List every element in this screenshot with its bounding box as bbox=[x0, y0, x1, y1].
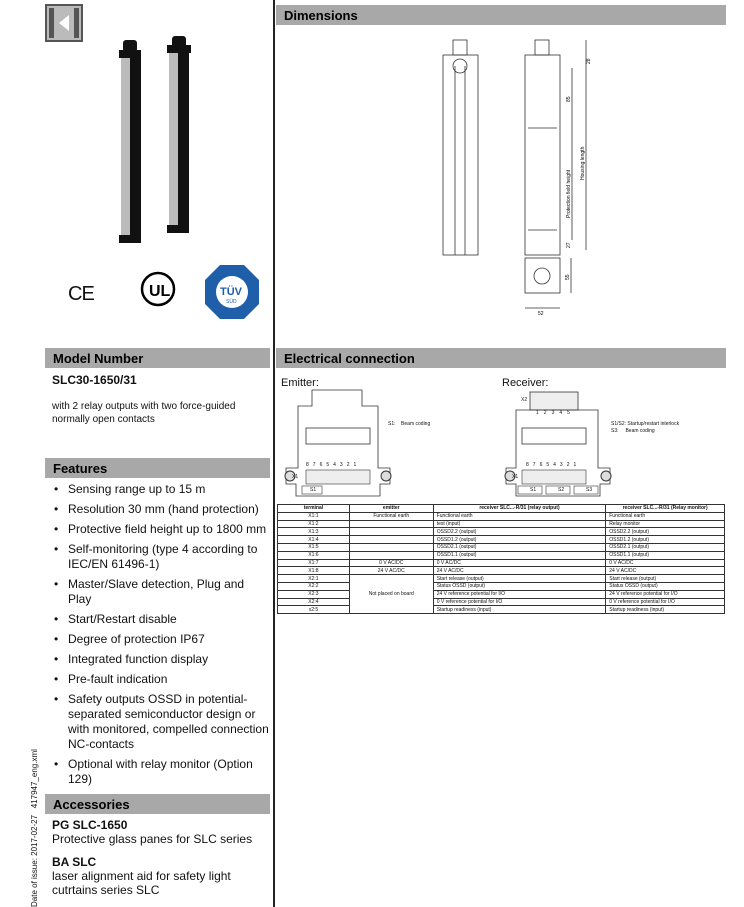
electrical-connection-header: Electrical connection bbox=[276, 348, 726, 368]
feature-item: • Safety outputs OSSD in potential-separated semiconductor design or with monitored, compelled connection NC-contacts bbox=[52, 692, 270, 752]
feature-item: • Degree of protection IP67 bbox=[52, 632, 270, 647]
dim-28: 28 bbox=[586, 58, 592, 64]
receiver-x2-label: X2 bbox=[521, 397, 528, 403]
emitter-cell bbox=[349, 528, 433, 536]
light-curtain-emitter bbox=[119, 40, 141, 243]
emitter-cell: Functional earth bbox=[349, 512, 433, 520]
pin: 2 bbox=[566, 462, 570, 468]
relay-monitor-cell: Functional earth bbox=[606, 512, 725, 520]
table-row bbox=[278, 559, 725, 567]
relay-monitor-cell: OSSD1.1 (output) bbox=[606, 551, 725, 559]
model-number: SLC30-1650/31 bbox=[52, 373, 137, 387]
emitter-note: S1: Beam coding bbox=[388, 421, 431, 427]
accessory-description: laser alignment aid for safety light cutrtains series SLC bbox=[52, 869, 231, 897]
emitter-s1-label: S1 bbox=[310, 487, 317, 493]
accessory-name: BA SLC bbox=[52, 855, 97, 869]
receiver-note-1: S1/S2: Startup/restart interlock bbox=[611, 421, 680, 427]
receiver-s1-label: S1 bbox=[530, 487, 537, 493]
pin: 2 bbox=[346, 462, 350, 468]
relay-monitor-cell: Relay monitor bbox=[606, 520, 725, 528]
header-terminal: terminal bbox=[278, 505, 350, 513]
feature-item: • Integrated function display bbox=[52, 652, 270, 667]
accessory-description: Protective glass panes for SLC series bbox=[52, 832, 253, 846]
relay-monitor-cell: OSSD2.2 (output) bbox=[606, 528, 725, 536]
terminal-cell: X2:2 bbox=[278, 582, 350, 590]
feature-item: • Start/Restart disable bbox=[52, 612, 270, 627]
emitter-connector-diagram bbox=[278, 388, 398, 500]
dim-55: 55 bbox=[565, 274, 571, 280]
relay-output-cell: Start release (output) bbox=[433, 575, 606, 583]
receiver-connector-diagram bbox=[498, 388, 622, 500]
emitter-cell bbox=[349, 520, 433, 528]
emitter-x1-label: X1 bbox=[292, 474, 299, 480]
relay-monitor-cell: Status OSSD (output) bbox=[606, 582, 725, 590]
emitter-label: Emitter: bbox=[281, 377, 319, 389]
relay-output-cell: OSSD1.1 (output) bbox=[433, 551, 606, 559]
relay-monitor-cell: OSSD2.1 (output) bbox=[606, 543, 725, 551]
feature-item: • Sensing range up to 15 m bbox=[52, 482, 270, 497]
svg-text:TÜV: TÜV bbox=[220, 286, 242, 298]
terminal-cell: X1:5 bbox=[278, 543, 350, 551]
pin: 6 bbox=[319, 462, 323, 468]
header-receiver-relay-output: receiver SLC...-R/31 (relay output) bbox=[433, 505, 606, 513]
pin: 8 bbox=[306, 462, 309, 468]
feature-item: • Resolution 30 mm (hand protection) bbox=[52, 502, 270, 517]
receiver-x2-pins bbox=[536, 410, 570, 416]
table-row bbox=[278, 520, 725, 528]
header-receiver-relay-monitor: receiver SLC...-R/31 (Relay monitor) bbox=[606, 505, 725, 513]
dim-52: 52 bbox=[538, 311, 544, 317]
relay-monitor-cell: Start release (output) bbox=[606, 575, 725, 583]
housing-length-label: Housing length bbox=[580, 146, 586, 180]
emitter-cell: 24 V AC/DC bbox=[349, 567, 433, 575]
ce-mark: CE bbox=[68, 283, 94, 305]
terminal-cell: X2:4 bbox=[278, 598, 350, 606]
accessories-header: Accessories bbox=[45, 794, 270, 814]
relay-monitor-cell: 0 V AC/DC bbox=[606, 559, 725, 567]
receiver-label: Receiver: bbox=[502, 377, 549, 389]
receiver-s3-label: S3 bbox=[586, 487, 593, 493]
features-list bbox=[52, 482, 270, 792]
receiver-s2-label: S2 bbox=[558, 487, 565, 493]
header-emitter: emitter bbox=[349, 505, 433, 513]
terminal-cell: X2:3 bbox=[278, 590, 350, 598]
receiver-x1-pins bbox=[526, 462, 576, 468]
relay-output-cell: 24 V AC/DC bbox=[433, 567, 606, 575]
dim-85: 85 bbox=[566, 96, 572, 102]
table-header-row bbox=[278, 505, 725, 513]
pin: 1 bbox=[573, 462, 577, 468]
back-button[interactable] bbox=[45, 4, 83, 42]
relay-output-cell: Startup readiness (input) bbox=[433, 606, 606, 614]
pin: 4 bbox=[559, 410, 563, 416]
table-row bbox=[278, 551, 725, 559]
svg-text:SÜD: SÜD bbox=[226, 299, 237, 305]
terminal-cell: X1:4 bbox=[278, 536, 350, 544]
pin: 2 bbox=[543, 410, 547, 416]
features-header: Features bbox=[45, 458, 270, 478]
feature-item: • Self-monitoring (type 4 according to IEC/EN 61496-1) bbox=[52, 542, 270, 572]
relay-output-cell: Status OSSD (output) bbox=[433, 582, 606, 590]
relay-monitor-cell: 24 V reference potential for I/O bbox=[606, 590, 725, 598]
model-number-header: Model Number bbox=[45, 348, 270, 368]
triangle-left-icon bbox=[47, 6, 81, 40]
pin: 7 bbox=[532, 462, 536, 468]
feature-item: • Master/Slave detection, Plug and Play bbox=[52, 577, 270, 607]
table-row bbox=[278, 575, 725, 583]
table-row bbox=[278, 606, 725, 614]
terminal-cell: X1:7 bbox=[278, 559, 350, 567]
terminal-cell: X1:6 bbox=[278, 551, 350, 559]
terminal-table bbox=[277, 504, 725, 614]
pin: 5 bbox=[326, 462, 330, 468]
feature-item: • Pre-fault indication bbox=[52, 672, 270, 687]
relay-monitor-cell: OSSD1.2 (output) bbox=[606, 536, 725, 544]
table-row bbox=[278, 582, 725, 590]
column-divider bbox=[273, 0, 275, 907]
pin: 4 bbox=[333, 462, 336, 468]
relay-output-cell: 24 V reference potential for I/O bbox=[433, 590, 606, 598]
light-curtain-receiver bbox=[167, 36, 191, 233]
receiver-note-2: S3: Beam coding bbox=[611, 428, 655, 434]
dim-27: 27 bbox=[566, 242, 572, 248]
receiver-x1-label: X1 bbox=[512, 474, 519, 480]
table-row bbox=[278, 567, 725, 575]
protection-field-label: Protection field height bbox=[566, 169, 572, 218]
terminal-cell: X1:1 bbox=[278, 512, 350, 520]
dimensions-header: Dimensions bbox=[276, 5, 726, 25]
accessory-item bbox=[52, 855, 270, 897]
svg-text:UL: UL bbox=[149, 283, 171, 300]
relay-output-cell: OSSD1.2 (output) bbox=[433, 536, 606, 544]
accessory-item bbox=[52, 818, 270, 846]
terminal-cell: X2:1 bbox=[278, 575, 350, 583]
table-row bbox=[278, 590, 725, 598]
feature-item: • Optional with relay monitor (Option 129) bbox=[52, 757, 270, 787]
pin: 1 bbox=[536, 410, 539, 416]
terminal-cell: X1:8 bbox=[278, 567, 350, 575]
feature-item: • Protective field height up to 1800 mm bbox=[52, 522, 270, 537]
pin: 4 bbox=[553, 462, 556, 468]
emitter-x1-pins bbox=[306, 462, 356, 468]
relay-monitor-cell: Startup readiness (input) bbox=[606, 606, 725, 614]
pin: 3 bbox=[551, 410, 555, 416]
relay-monitor-cell: 0 V reference potential for I/O bbox=[606, 598, 725, 606]
pin: 8 bbox=[526, 462, 529, 468]
table-row bbox=[278, 536, 725, 544]
emitter-cell bbox=[349, 543, 433, 551]
emitter-cell bbox=[349, 536, 433, 544]
terminal-cell: X1:3 bbox=[278, 528, 350, 536]
relay-output-cell: OSSD2.2 (output) bbox=[433, 528, 606, 536]
pin: 5 bbox=[567, 410, 570, 416]
relay-output-cell: Functional earth bbox=[433, 512, 606, 520]
emitter-cell: Not placed on board bbox=[349, 575, 433, 614]
pin: 6 bbox=[539, 462, 543, 468]
relay-output-cell: 0 V reference potential for I/O bbox=[433, 598, 606, 606]
relay-output-cell: test (input) bbox=[433, 520, 606, 528]
accessory-name: PG SLC-1650 bbox=[52, 818, 128, 832]
ul-mark bbox=[140, 271, 176, 307]
pin: 3 bbox=[339, 462, 343, 468]
product-image bbox=[115, 30, 195, 250]
pin: 1 bbox=[353, 462, 357, 468]
dimensions-drawing bbox=[420, 30, 600, 320]
relay-output-cell: OSSD2.1 (output) bbox=[433, 543, 606, 551]
table-row bbox=[278, 598, 725, 606]
pin: 7 bbox=[312, 462, 316, 468]
emitter-cell bbox=[349, 551, 433, 559]
table-row bbox=[278, 528, 725, 536]
table-row bbox=[278, 543, 725, 551]
pin: 5 bbox=[546, 462, 550, 468]
model-description: with 2 relay outputs with two force-guided normally open contacts bbox=[52, 401, 236, 425]
relay-monitor-cell: 24 V AC/DC bbox=[606, 567, 725, 575]
tuv-sud-mark bbox=[204, 264, 260, 320]
terminal-cell: X1:2 bbox=[278, 520, 350, 528]
emitter-cell: 0 V AC/DC bbox=[349, 559, 433, 567]
issue-date-side-text: Date of issue: 2017-02-27 417947_eng.xml bbox=[30, 749, 39, 907]
pin: 3 bbox=[559, 462, 563, 468]
relay-output-cell: 0 V AC/DC bbox=[433, 559, 606, 567]
table-row bbox=[278, 512, 725, 520]
terminal-cell: x2:5 bbox=[278, 606, 350, 614]
